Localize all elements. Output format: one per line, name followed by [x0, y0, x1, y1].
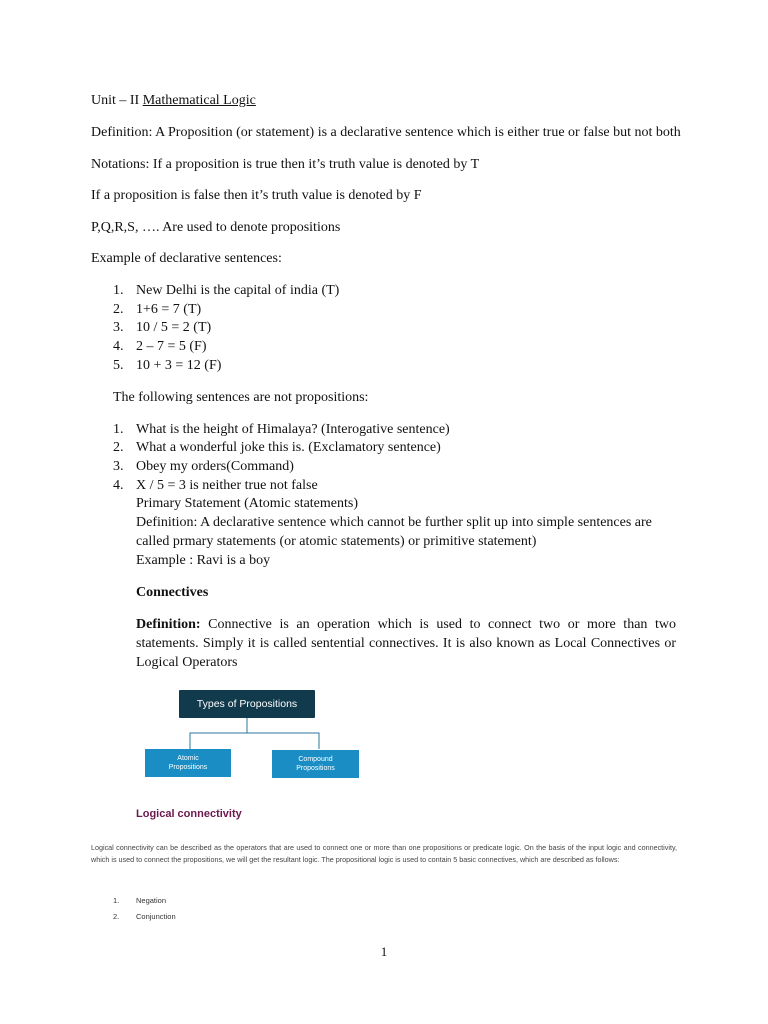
list-item: Obey my orders(Command) — [136, 459, 294, 474]
primary-definition-line-2: called prmary statements (or atomic statements) or primitive statement) — [136, 534, 537, 549]
connectives-definition-label: Definition: — [136, 617, 201, 632]
example-heading: Example of declarative sentences: — [91, 251, 282, 266]
list-item: What is the height of Himalaya? (Interogative sentence) — [136, 422, 450, 437]
list-item: X / 5 = 3 is neither true not false — [136, 478, 318, 493]
primary-statement-heading: Primary Statement (Atomic statements) — [136, 496, 359, 511]
pqrs-line: P,Q,R,S, …. Are used to denote propositions — [91, 220, 341, 235]
unit-title: Mathematical Logic — [142, 93, 256, 108]
primary-example: Example : Ravi is a boy — [136, 553, 271, 568]
connectives-definition — [136, 615, 676, 672]
primary-definition-line-1: Definition: A declarative sentence which cannot be further split up into simple sentences are — [136, 515, 652, 530]
diagram-compound-node — [272, 750, 359, 778]
types-of-propositions-diagram — [136, 683, 362, 783]
diagram-root-node: Types of Propositions — [179, 690, 315, 718]
proposition-definition: Definition: A Proposition (or statement) is a declarative sentence which is either true or false but not both — [91, 125, 681, 140]
list-item: 10 + 3 = 12 (F) — [136, 358, 222, 373]
connectives-heading: Connectives — [136, 585, 209, 600]
list-number: 1. — [113, 896, 120, 905]
list-number: 1. — [113, 422, 124, 437]
notations-line: Notations: If a proposition is true then it’s truth value is denoted by T — [91, 157, 480, 172]
compound-line-1: Compound — [298, 756, 333, 763]
atomic-line-2: Propositions — [168, 764, 208, 771]
list-number: 4. — [113, 478, 124, 493]
not-propositions-heading: The following sentences are not propositions: — [113, 390, 369, 405]
atomic-line-1: Atomic — [177, 755, 199, 762]
unit-heading — [91, 92, 256, 110]
list-item: 10 / 5 = 2 (T) — [136, 320, 212, 335]
list-item: 2 – 7 = 5 (F) — [136, 339, 207, 354]
list-number: 2. — [113, 440, 124, 455]
compound-line-2: Propositions — [296, 765, 335, 772]
unit-prefix: Unit – II — [91, 93, 143, 108]
connective-item-conjunction: Conjunction — [136, 912, 176, 921]
list-number: 1. — [113, 283, 124, 298]
false-value-line: If a proposition is false then it’s truth value is denoted by F — [91, 188, 422, 203]
diagram-atomic-node — [145, 749, 231, 777]
list-item: 1+6 = 7 (T) — [136, 302, 202, 317]
list-number: 3. — [113, 320, 124, 335]
page-number: 1 — [380, 944, 388, 959]
list-number: 5. — [113, 358, 124, 373]
list-number: 3. — [113, 459, 124, 474]
logical-connectivity-heading: Logical connectivity — [136, 808, 242, 820]
list-number: 2. — [113, 302, 124, 317]
list-number: 2. — [113, 912, 120, 921]
list-number: 4. — [113, 339, 124, 354]
logical-connectivity-paragraph: Logical connectivity can be described as the operators that are used to connect one or more than one propositions or predicate logic. On the basis of the input logic and connectivity, which is used to connect the propositions, we will get the resultant logic. The propositional logic is used to contain 5 basic connectives, which are described as follows: — [91, 843, 677, 864]
connectives-definition-text: Connective is an operation which is used to connect two or more than two statements. Simply it is called sentential connectives. It is also known as Local Connectives or Logical Operators — [136, 617, 676, 670]
list-item: What a wonderful joke this is. (Exclamatory sentence) — [136, 440, 441, 455]
connective-item-negation: Negation — [136, 896, 167, 905]
list-item: New Delhi is the capital of india (T) — [136, 283, 340, 298]
